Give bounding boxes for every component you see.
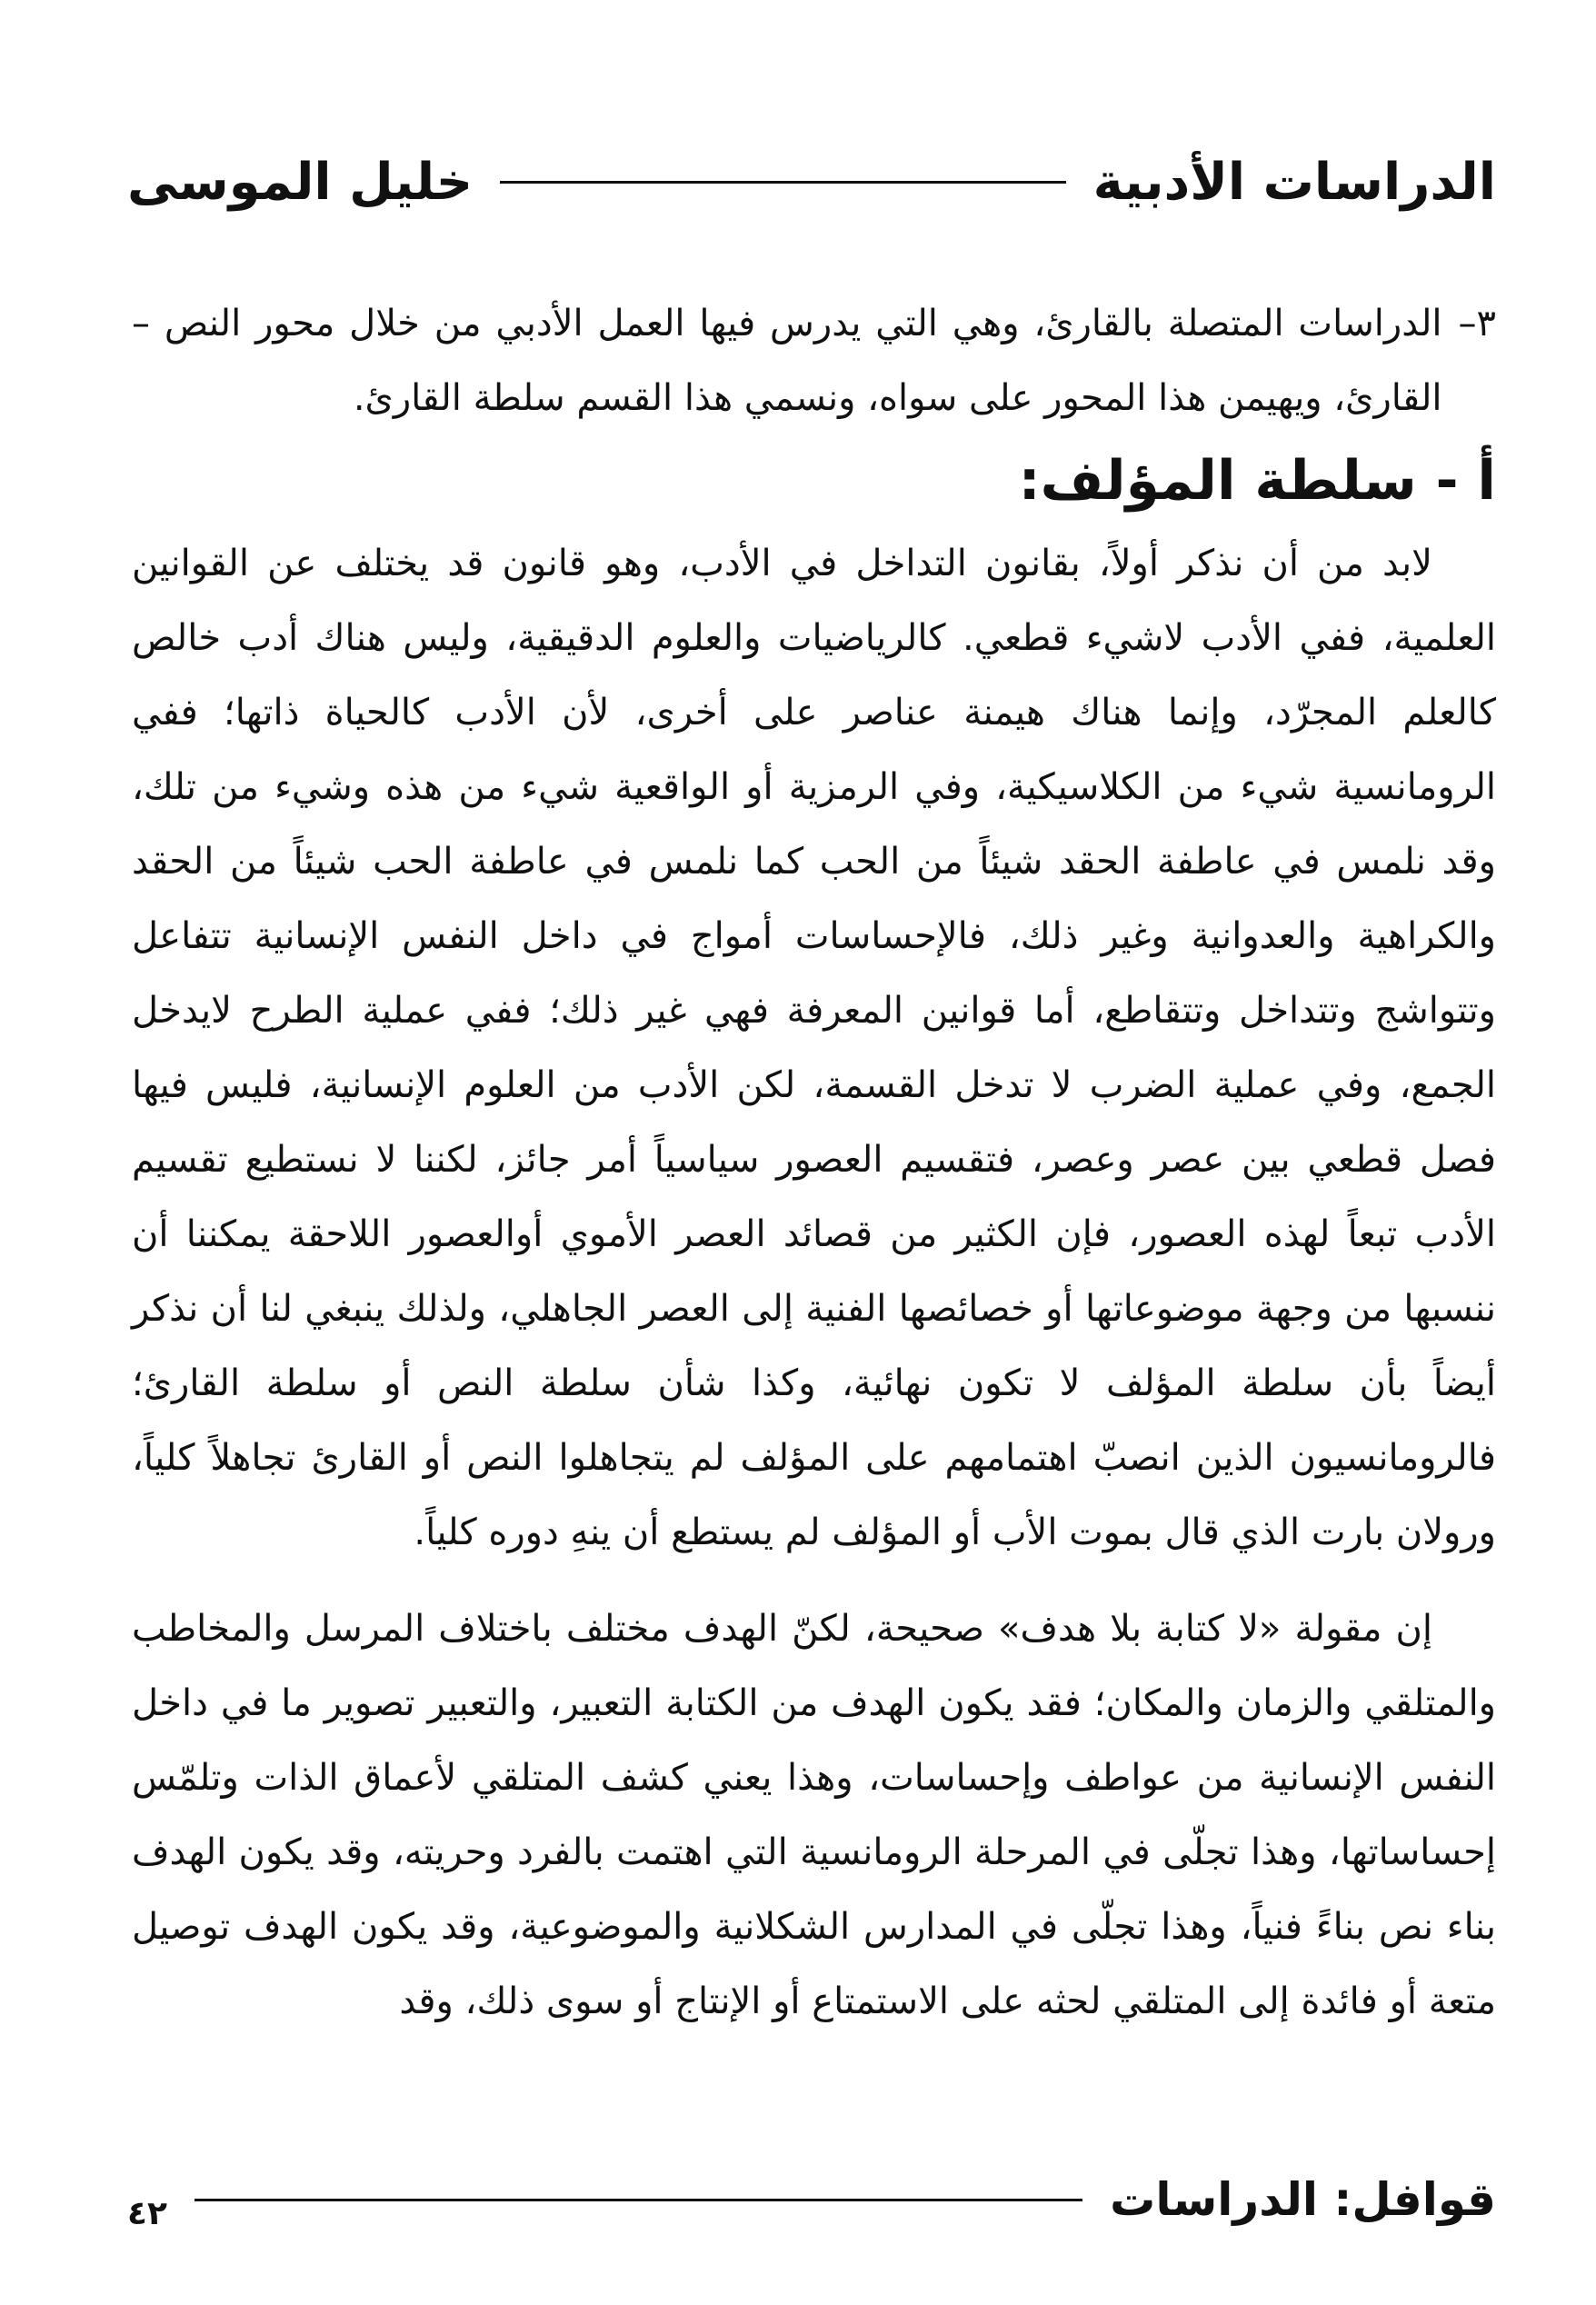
page-number: ٤٢ bbox=[127, 2194, 167, 2232]
page-header bbox=[127, 141, 1496, 223]
section-title: الدراسات الأدبية bbox=[1092, 152, 1496, 212]
author-name: خليل الموسى bbox=[127, 152, 474, 212]
list-item-text: الدراسات المتصلة بالقارئ، وهي التي يدرس فيها العمل الأدبي من خلال محور النص – القارئ، ويهيمن هذا المحور على سواه، ونسمي هذا القسم سلطة القارئ. bbox=[132, 303, 1442, 419]
paragraph: لابد من أن نذكر أولاً، بقانون التداخل في الأدب، وهو قانون قد يختلف عن القوانين العلمية، ففي الأدب لاشيء قطعي. كالرياضيات والعلوم الدقيقية، وليس هناك أدب خالص كالعلم المجرّد، وإنما هناك هيمنة عناصر على أخرى، لأن الأدب كالحياة ذاتها؛ ففي الرومانسية شيء من الكلاسيكية، وفي الرمزية أو الواقعية شيء من هذه وشيء من تلك، وقد نلمس في عاطفة الحقد شيئاً من الحب كما نلمس في عاطفة الحب شيئاً من الحقد والكراهية والعدوانية وغير ذلك، فالإحساسات أمواج في داخل النفس الإنسانية تتفاعل وتتواشج وتتداخل وتتقاطع، أما قوانين المعرفة فهي غير ذلك؛ ففي عملية الطرح لايدخل الجمع، وفي عملية الضرب لا تدخل القسمة، لكن الأدب من العلوم الإنسانية، فليس فيها فصل قطعي بين عصر وعصر، فتقسيم العصور سياسياً أمر جائز، لكننا لا نستطيع تقسيم الأدب تبعاً لهذه العصور، فإن الكثير من قصائد العصر الأموي أوالعصور اللاحقة يمكننا أن ننسبها من وجهة موضوعاتها أو خصائصها الفنية إلى العصر الجاهلي، ولذلك ينبغي لنا أن نذكر أيضاً بأن سلطة المؤلف لا تكون نهائية، وكذا شأن سلطة النص أو سلطة القارئ؛ فالرومانسيون الذين انصبّ اهتمامهم على المؤلف لم يتجاهلوا النص أو القارئ تجاهلاً كلياً، ورولان بارت الذي قال بموت الأب أو المؤلف لم يستطع أن ينهِ دوره كلياً. bbox=[132, 543, 1496, 1553]
list-item bbox=[132, 286, 1496, 435]
header-rule bbox=[500, 181, 1065, 184]
paragraph: إن مقولة «لا كتابة بلا هدف» صحيحة، لكنّ الهدف مختلف باختلاف المرسل والمخاطب والمتلقي والزمان والمكان؛ فقد يكون الهدف من الكتابة التعبير، والتعبير تصوير ما في داخل النفس الإنسانية من عواطف وإحساسات، وهذا يعني كشف المتلقي لأعماق الذات وتلمّس إحساساتها، وهذا تجلّى في المرحلة الرومانسية التي اهتمت بالفرد وحريته، وقد يكون الهدف بناء نص بناءً فنياً، وهذا تجلّى في المدارس الشكلانية والموضوعية، وقد يكون الهدف توصيل متعة أو فائدة إلى المتلقي لحثه على الاستمتاع أو الإنتاج أو سوى ذلك، وقد bbox=[132, 1608, 1496, 2022]
section-heading: أ - سلطة المؤلف: bbox=[1018, 449, 1496, 513]
list-item-number: ٣– bbox=[1458, 303, 1496, 344]
footer-rule bbox=[195, 2199, 1082, 2201]
page-body bbox=[132, 286, 1496, 2039]
series-name: قوافل: الدراسات bbox=[1110, 2173, 1496, 2226]
page-footer bbox=[127, 2159, 1496, 2240]
